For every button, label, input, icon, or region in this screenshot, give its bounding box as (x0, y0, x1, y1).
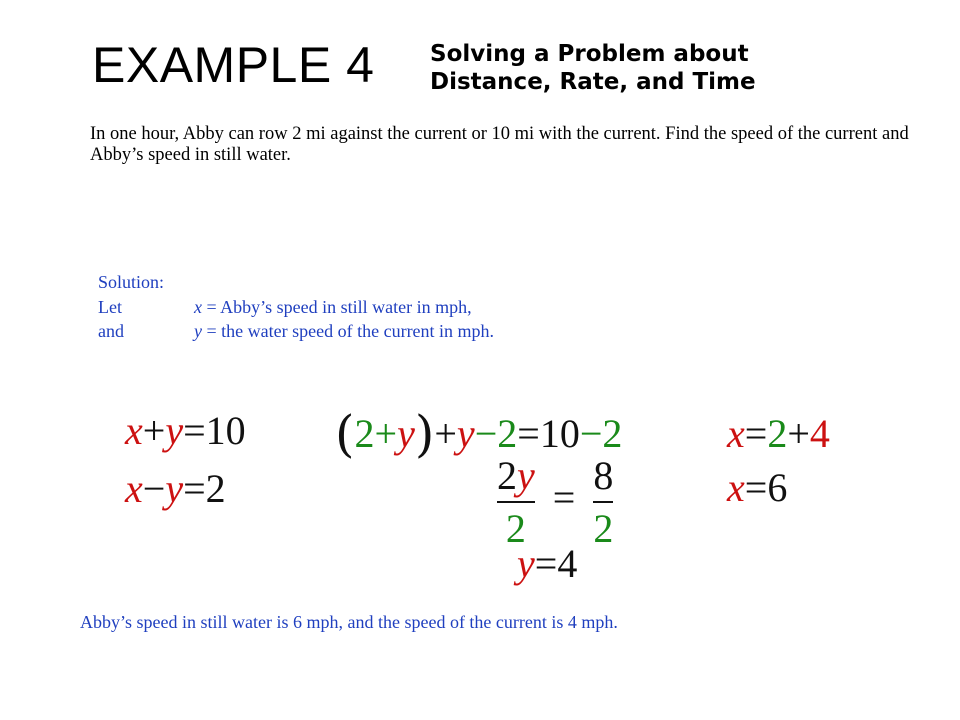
slide-title: EXAMPLE 4 (92, 37, 375, 93)
let-variable: x (194, 297, 202, 317)
fraction-bar-1 (497, 501, 535, 503)
problem-statement: In one hour, Abby can row 2 mi against the current or 10 mi with the current. Find the speed of the current and Abby’s speed in still water. (90, 124, 909, 165)
solution-let-row (98, 297, 472, 318)
solution-and-row (98, 321, 495, 342)
sub-plus-1: + (374, 411, 398, 456)
sub-minus-two-right: −2 (579, 411, 623, 456)
frac2-den: 2 (593, 506, 614, 551)
equation-sum (125, 407, 246, 454)
xsub-four: 4 (809, 411, 830, 456)
yres-y: y (517, 541, 535, 586)
frac1-num-2: 2 (497, 453, 517, 498)
and-variable: y (194, 321, 202, 341)
fraction-8-over-2 (593, 452, 613, 552)
equation-x-substitution (727, 410, 830, 457)
subtitle-line-2: Distance, Rate, and Time (430, 69, 756, 95)
equation-division (497, 452, 613, 552)
equation-x-result (727, 464, 787, 511)
sub-y-1: y (397, 411, 415, 456)
xres-x: x (727, 465, 745, 510)
eq1-rhs: =10 (183, 408, 246, 453)
frac1-num-y: y (517, 453, 535, 498)
xres-val: =6 (744, 465, 788, 510)
eq1-y: y (165, 408, 184, 453)
eq2-op: − (142, 466, 166, 511)
left-paren: ( (335, 405, 355, 463)
sub-ten: 10 (539, 411, 580, 456)
and-definition: = the water speed of the current in mph. (202, 321, 495, 341)
let-prefix: Let (98, 297, 122, 317)
final-answer: Abby’s speed in still water is 6 mph, and the speed of the current is 4 mph. (80, 612, 618, 632)
eq2-x: x (125, 466, 143, 511)
xsub-equals: = (744, 411, 768, 456)
subtitle-line-1: Solving a Problem about (430, 41, 749, 67)
sub-equals: = (517, 411, 540, 456)
eq1-x: x (125, 408, 143, 453)
xsub-plus: + (787, 411, 810, 456)
eq2-rhs: =2 (183, 466, 226, 511)
frac1-den: 2 (505, 506, 526, 551)
division-equals: = (552, 475, 576, 521)
solution-heading: Solution: (98, 272, 165, 292)
fraction-2y-over-2 (497, 452, 535, 552)
slide-subtitle (430, 40, 756, 96)
xsub-two: 2 (767, 411, 788, 456)
let-definition: = Abby’s speed in still water in mph, (202, 297, 472, 317)
sub-plus-2: + (434, 411, 457, 456)
eq2-y: y (165, 466, 184, 511)
equation-y-result (517, 540, 577, 587)
sub-y-2: y (456, 411, 475, 456)
sub-minus-two-left: −2 (474, 411, 518, 456)
xsub-x: x (727, 411, 745, 456)
yres-val: =4 (534, 541, 578, 586)
fraction-bar-2 (593, 501, 613, 503)
equation-difference (125, 465, 226, 512)
eq1-op: + (142, 408, 166, 453)
frac2-num: 8 (593, 453, 614, 498)
and-prefix: and (98, 321, 124, 341)
right-paren: ) (414, 405, 435, 463)
sub-two: 2 (354, 411, 375, 456)
